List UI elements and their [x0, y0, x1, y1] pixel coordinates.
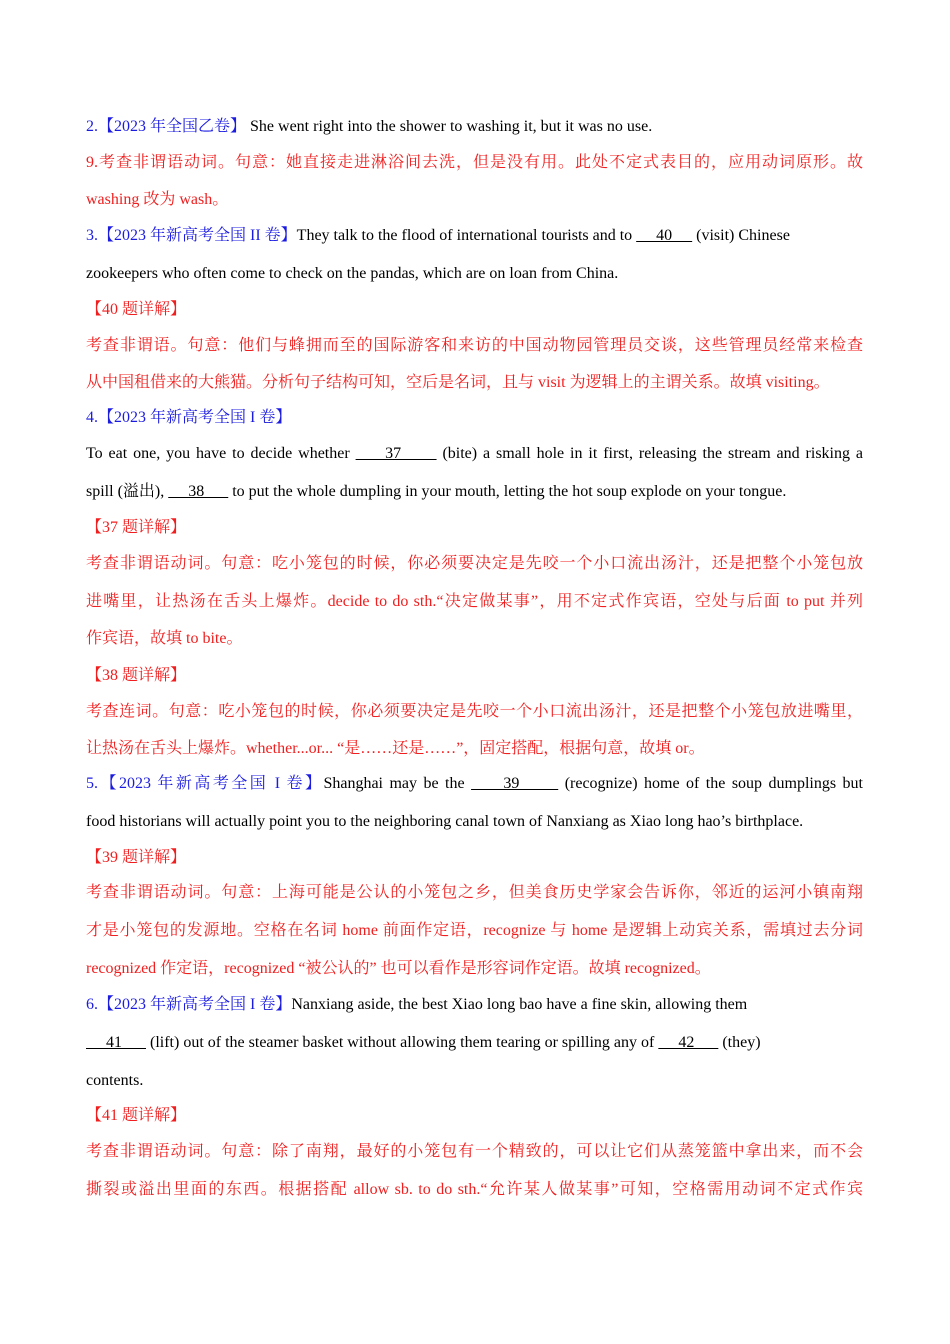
text-segment: (recognize) home of the soup dumplings but — [558, 775, 863, 792]
text-segment: recognized 作定语，recognized “被公认的” 也可以看作是形容词作定语。故填 recognized。 — [86, 960, 711, 977]
item-4-heading — [86, 407, 863, 429]
item-2-question — [86, 116, 863, 138]
item-3-question — [86, 263, 863, 285]
text-segment: food historians will actually point you to the neighboring canal town of Nanxiang as Xiao long hao’s birthplace. — [86, 813, 804, 830]
item-3-question — [86, 225, 863, 247]
text-segment: 考查非谓语动词。句意：除了南翔，最好的小笼包有一个精致的，可以让它们从蒸笼篮中拿出来，而不会 — [86, 1143, 863, 1160]
item-6-question — [86, 994, 863, 1016]
text-segment: They talk to the flood of international tourists and to — [296, 227, 637, 244]
text-segment: Nanxiang aside, the best Xiao long bao have a fine skin, allowing them — [291, 996, 748, 1013]
text-segment: Shanghai may be the — [323, 775, 472, 792]
text-segment: She went right into the shower to washing it, but it was no use. — [250, 118, 653, 135]
text-segment: (visit) Chinese — [692, 227, 790, 244]
answer-blank: 40 — [636, 227, 693, 244]
answer-40-text — [86, 335, 863, 357]
answer-41-text — [86, 1179, 863, 1201]
text-segment: 【38 题详解】 — [86, 667, 187, 684]
answer-heading-41 — [86, 1105, 863, 1127]
item-6-question — [86, 1070, 863, 1092]
answer-blank: 37 — [355, 445, 437, 462]
text-segment: zookeepers who often come to check on the pandas, which are on loan from China. — [86, 265, 619, 282]
text-segment: 从中国租借来的大熊猫。分析句子结构可知，空后是名词，且与 visit 为逻辑上的主谓关系。故填 visiting。 — [86, 374, 830, 391]
answer-37-text — [86, 628, 863, 650]
answer-blank: 41 — [86, 1034, 146, 1051]
item-2-explanation — [86, 189, 863, 211]
text-segment: 考查非谓语动词。句意：吃小笼包的时候，你必须要决定是先咬一个小口流出汤汁，还是把整个小笼包放 — [86, 555, 863, 572]
answer-41-text — [86, 1141, 863, 1163]
text-segment: (lift) out of the steamer basket without allowing them tearing or spilling any of — [146, 1034, 659, 1051]
text-segment: 进嘴里，让热汤在舌头上爆炸。decide to do sth.“决定做某事”，用不定式作宾语，空处与后面 to put 并列 — [86, 593, 863, 610]
answer-38-text — [86, 738, 863, 760]
text-segment: (bite) a small hole in it first, releasing the stream and risking a — [436, 445, 863, 462]
answer-blank: 38 — [168, 483, 229, 500]
text-segment: 【41 题详解】 — [86, 1107, 187, 1124]
text-segment: contents. — [86, 1072, 144, 1089]
text-segment: washing 改为 wash。 — [86, 191, 229, 208]
answer-heading-38 — [86, 665, 863, 687]
text-segment: 让热汤在舌头上爆炸。whether...or... “是……还是……”，固定搭配，根据句意，故填 or。 — [86, 740, 705, 757]
answer-heading-37 — [86, 517, 863, 539]
item-2-explanation — [86, 152, 863, 174]
text-segment: 撕裂或溢出里面的东西。根据搭配 allow sb. to do sth.“允许某人做某事”可知，空格需用动词不定式作宾 — [86, 1181, 863, 1198]
item-4-question — [86, 481, 863, 503]
answer-37-text — [86, 591, 863, 613]
item-4-question — [86, 443, 863, 465]
answer-blank: 39 — [471, 775, 559, 792]
text-segment: spill (溢出), — [86, 483, 169, 500]
answer-blank: 42 — [658, 1034, 719, 1051]
text-segment: 才是小笼包的发源地。空格在名词 home 前面作定语，recognize 与 home 是逻辑上动宾关系，需填过去分词 — [86, 922, 863, 939]
text-segment: 考查非谓语。句意：他们与蜂拥而至的国际游客和来访的中国动物园管理员交谈，这些管理员经常来检查 — [86, 337, 863, 354]
text-segment: 【37 题详解】 — [86, 519, 187, 536]
text-segment: 考查非谓语动词。句意：上海可能是公认的小笼包之乡，但美食历史学家会告诉你，邻近的运河小镇南翔 — [86, 884, 863, 901]
source-label: 2.【2023 年全国乙卷】 — [86, 118, 251, 135]
text-segment: 作宾语，故填 to bite。 — [86, 630, 243, 647]
answer-39-text — [86, 882, 863, 904]
text-segment: 【39 题详解】 — [86, 849, 187, 866]
source-label: 4.【2023 年新高考全国 I 卷】 — [86, 409, 292, 426]
source-label: 6.【2023 年新高考全国 I 卷】 — [86, 996, 292, 1013]
source-label: 3.【2023 年新高考全国 II 卷】 — [86, 227, 297, 244]
answer-37-text — [86, 553, 863, 575]
text-segment: 考查连词。句意：吃小笼包的时候，你必须要决定是先咬一个小口流出汤汁，还是把整个小笼包放进嘴里， — [86, 703, 863, 720]
answer-38-text — [86, 701, 863, 723]
answer-39-text — [86, 920, 863, 942]
text-segment: 【40 题详解】 — [86, 301, 187, 318]
text-segment: (they) — [718, 1034, 761, 1051]
text-segment: To eat one, you have to decide whether — [86, 445, 356, 462]
answer-40-text — [86, 372, 863, 394]
text-segment: to put the whole dumpling in your mouth, letting the hot soup explode on your tongue. — [228, 483, 787, 500]
item-5-question — [86, 773, 863, 795]
source-label: 5.【2023 年新高考全国 I 卷】 — [86, 775, 324, 792]
answer-heading-40 — [86, 299, 863, 321]
answer-heading-39 — [86, 847, 863, 869]
text-segment: 9.考查非谓语动词。句意：她直接走进淋浴间去洗，但是没有用。此处不定式表目的，应用动词原形。故 — [86, 154, 863, 171]
answer-39-text — [86, 958, 863, 980]
item-6-question — [86, 1032, 863, 1054]
item-5-question — [86, 811, 863, 833]
